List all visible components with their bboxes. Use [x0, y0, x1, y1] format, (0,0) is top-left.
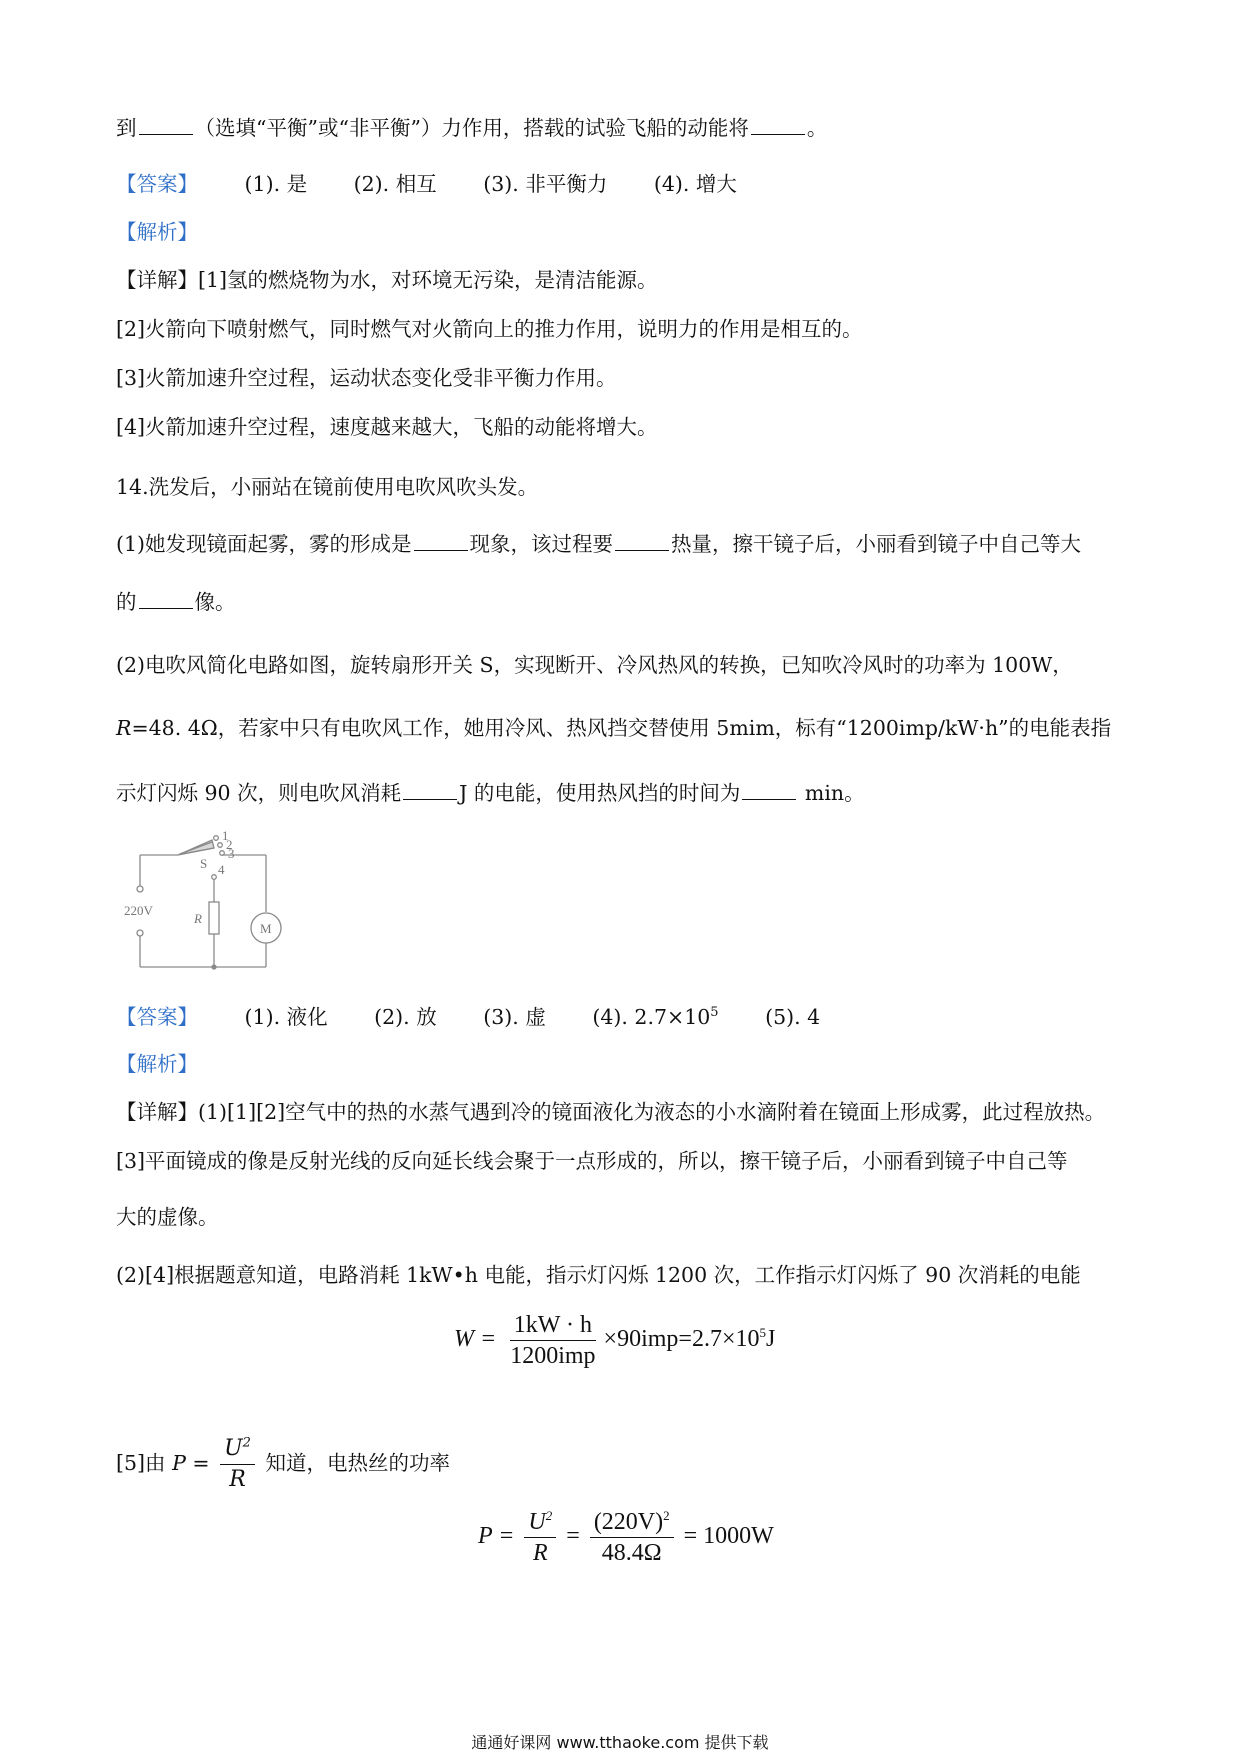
fraction	[524, 1509, 556, 1566]
answer-blank	[414, 532, 468, 551]
switch-terminal-label: 2	[226, 837, 233, 852]
switch-label: S	[200, 856, 208, 871]
exponent: 2	[242, 1435, 251, 1451]
page-footer: 通通好课网 www.tthaoke.com 提供下载	[471, 1733, 769, 1752]
variable: U	[528, 1509, 546, 1535]
motor-label: M	[260, 921, 272, 936]
fraction	[220, 1436, 255, 1493]
detail-line: [3]火箭加速升空过程，运动状态变化受非平衡力作用。	[116, 366, 617, 390]
fraction-numerator	[220, 1436, 255, 1465]
unit: J	[765, 1326, 776, 1353]
text: [5]由	[116, 1451, 166, 1475]
exponent: 2	[545, 1508, 553, 1523]
fraction-denominator: 1200imp	[510, 1343, 596, 1369]
switch-terminal-label: 1	[222, 830, 229, 843]
text: =48. 4Ω，若家中只有电吹风工作，她用冷风、热风挡交替使用 5mim，标有“1200imp/kW·h”的电能表指	[131, 716, 1112, 740]
exponent: 5	[710, 1005, 719, 1021]
answer-item: (1). 是	[244, 172, 308, 196]
question-part-2-cont	[116, 714, 1111, 742]
power-equation	[478, 1509, 774, 1566]
text: 知道，电热丝的功率	[265, 1451, 450, 1475]
question-part-1	[116, 530, 1081, 558]
answer-blank	[742, 781, 796, 800]
answer-item	[592, 1003, 718, 1031]
fraction-denominator: R	[533, 1540, 548, 1566]
text: (1)她发现镜面起雾，雾的形成是	[116, 532, 412, 556]
resistor-label: R	[194, 911, 202, 926]
energy-equation	[454, 1312, 775, 1369]
question-part-2-cont	[116, 779, 865, 807]
question-part-2: (2)电吹风简化电路如图，旋转扇形开关 S，实现断开、冷风热风的转换，已知吹冷风时的功率为 100W，	[116, 653, 1073, 677]
answer-blank	[139, 590, 193, 609]
fraction-denominator: 48.4Ω	[601, 1540, 662, 1566]
exponent: 2	[663, 1508, 670, 1523]
answer-value: (4). 2.7×10	[592, 1005, 711, 1029]
detail-line: 大的虚像。	[116, 1205, 219, 1229]
circuit-diagram	[116, 830, 286, 980]
detail-line: 【详解】[1]氢的燃烧物为水，对环境无污染，是清洁能源。	[116, 268, 658, 292]
fraction-numerator	[590, 1509, 674, 1538]
detail-line: [2]火箭向下喷射燃气，同时燃气对火箭向上的推力作用，说明力的作用是相互的。	[116, 317, 863, 341]
text: （选填“平衡”或“非平衡”）力作用，搭载的试验飞船的动能将	[194, 116, 749, 140]
answer-blank	[615, 532, 669, 551]
text: 现象，该过程要	[469, 532, 614, 556]
text: 。	[806, 116, 828, 140]
answer-item: (3). 非平衡力	[483, 172, 608, 196]
fraction	[506, 1312, 599, 1369]
fraction-numerator: 1kW · h	[510, 1312, 596, 1341]
text: 示灯闪烁 90 次，则电吹风消耗	[116, 781, 402, 805]
equals-sign: =	[192, 1451, 210, 1475]
text: 的	[116, 590, 137, 614]
variable: R	[116, 716, 132, 740]
detail-line-5	[116, 1436, 450, 1493]
answer-item: (1). 液化	[244, 1005, 328, 1029]
answer-item: (2). 相互	[353, 172, 437, 196]
q14-answer-row	[116, 1003, 820, 1031]
answer-blank	[403, 781, 457, 800]
variable: U	[224, 1436, 243, 1461]
answer-item: (3). 虚	[483, 1005, 546, 1029]
q13-question-tail	[116, 114, 827, 142]
q13-answer-row	[116, 170, 737, 198]
detail-line: [4]火箭加速升空过程，速度越来越大，飞船的动能将增大。	[116, 415, 658, 439]
question-stem: 14.洗发后，小丽站在镜前使用电吹风吹头发。	[116, 475, 539, 499]
detail-line: [3]平面镜成的像是反射光线的反向延长线会聚于一点形成的，所以，擦干镜子后，小丽看到镜子中自己等	[116, 1149, 1068, 1173]
equation-rhs: = 1000W	[683, 1523, 774, 1550]
answer-item: (5). 4	[765, 1005, 821, 1029]
equation-lhs: P =	[478, 1523, 515, 1550]
value: (220V)	[593, 1509, 664, 1535]
exponent: 5	[759, 1325, 766, 1341]
answer-label: 【答案】	[116, 172, 198, 196]
fraction-denominator: R	[229, 1467, 246, 1492]
text: J 的电能，使用热风挡的时间为	[459, 781, 741, 805]
equation-rhs: ×90imp=2.7×10	[603, 1326, 760, 1353]
answer-blank	[139, 116, 193, 135]
detail-line: 【详解】(1)[1][2]空气中的热的水蒸气遇到冷的镜面液化为液态的小水滴附着在镜面上形成雾，此过程放热。	[116, 1100, 1106, 1124]
text: 像。	[194, 590, 236, 614]
text: 热量，擦干镜子后，小丽看到镜子中自己等大	[671, 532, 1082, 556]
fraction	[590, 1509, 674, 1566]
text: min。	[804, 781, 865, 805]
equals-sign: =	[566, 1523, 580, 1550]
analysis-label: 【解析】	[116, 220, 198, 244]
equation-lhs: W =	[454, 1326, 497, 1353]
answer-blank	[751, 116, 805, 135]
answer-label: 【答案】	[116, 1005, 198, 1029]
switch-terminal-label: 3	[228, 846, 235, 861]
variable: P	[172, 1451, 186, 1475]
question-part-1-cont	[116, 588, 236, 616]
switch-terminal-label: 4	[218, 862, 225, 877]
text: 到	[116, 116, 137, 140]
detail-line: (2)[4]根据题意知道，电路消耗 1kW•h 电能，指示灯闪烁 1200 次，工作指示灯闪烁了 90 次消耗的电能	[116, 1263, 1081, 1287]
answer-item: (2). 放	[374, 1005, 437, 1029]
analysis-label: 【解析】	[116, 1052, 198, 1076]
voltage-label: 220V	[124, 903, 153, 918]
fraction-numerator	[524, 1509, 556, 1538]
answer-item: (4). 增大	[653, 172, 737, 196]
